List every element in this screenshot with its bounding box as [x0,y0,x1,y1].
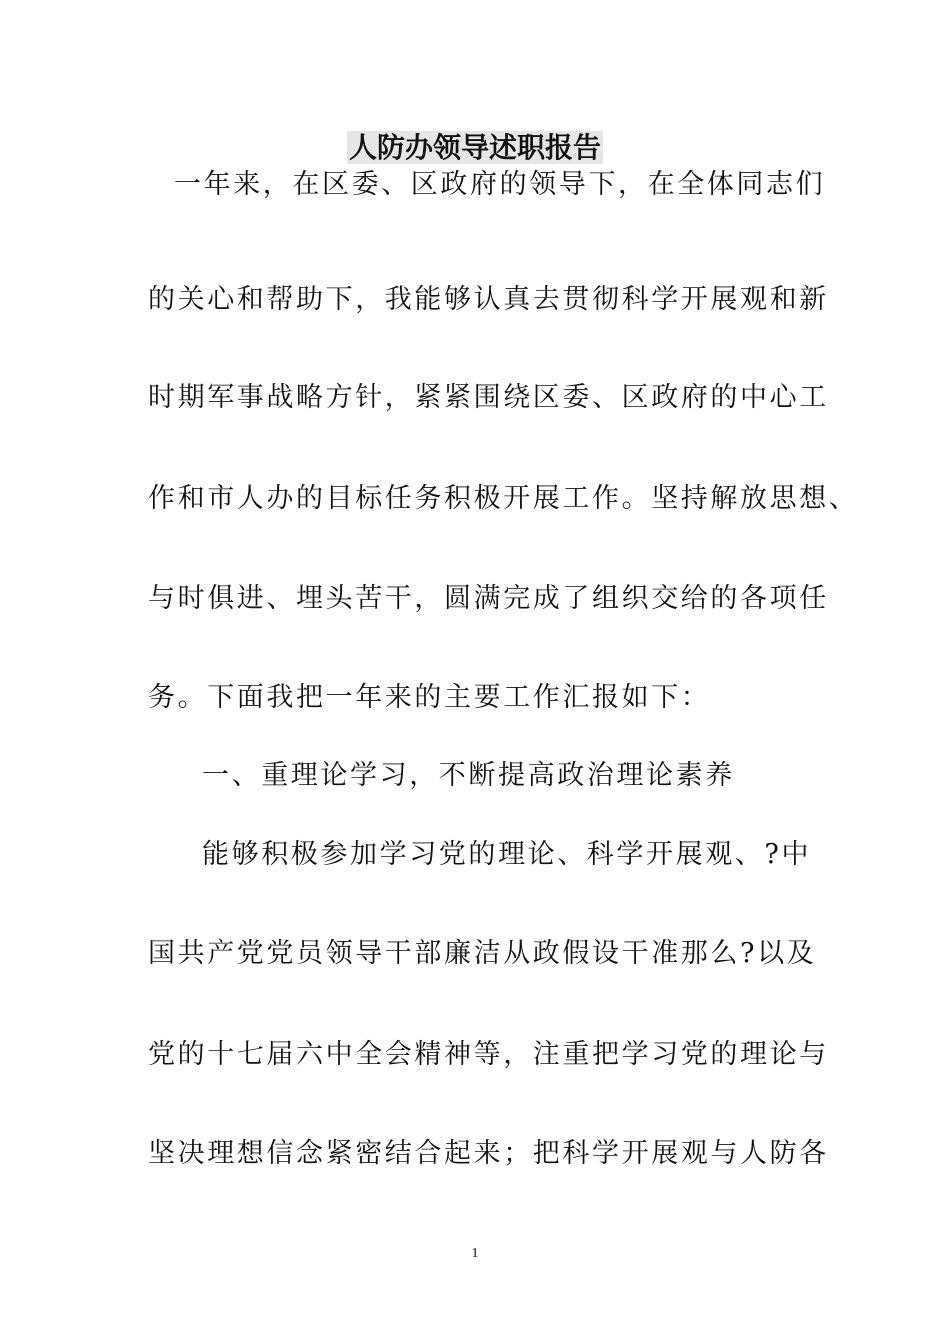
page-number: 1 [471,1246,479,1261]
paragraph-line: 作和市人办的目标任务积极开展工作。坚持解放思想、 [148,483,859,514]
paragraph-line: 与时俱进、埋头苦干，圆满完成了组织交给的各项任 [148,583,829,614]
paragraph-line: 务。下面我把一年来的主要工作汇报如下： [148,682,711,713]
paragraph-line: 一年来，在区委、区政府的领导下，在全体同志们 [174,169,826,200]
paragraph-line: 能够积极参加学习党的理论、科学开展观、?中 [202,839,812,870]
document-title [0,128,950,168]
section-heading: 一、重理论学习，不断提高政治理论素养 [202,760,735,791]
paragraph-line: 时期军事战略方针，紧紧围绕区委、区政府的中心工 [148,382,829,413]
paragraph-line: 党的十七届六中全会精神等，注重把学习党的理论与 [148,1039,829,1070]
paragraph-line: 坚决理想信念紧密结合起来；把科学开展观与人防各 [148,1138,829,1169]
paragraph-line: 国共产党党员领导干部廉洁从政假设干准那么?以及 [148,938,817,969]
paragraph-line: 的关心和帮助下，我能够认真去贯彻科学开展观和新 [148,284,829,315]
document-title-text: 人防办领导述职报告 [348,131,601,164]
